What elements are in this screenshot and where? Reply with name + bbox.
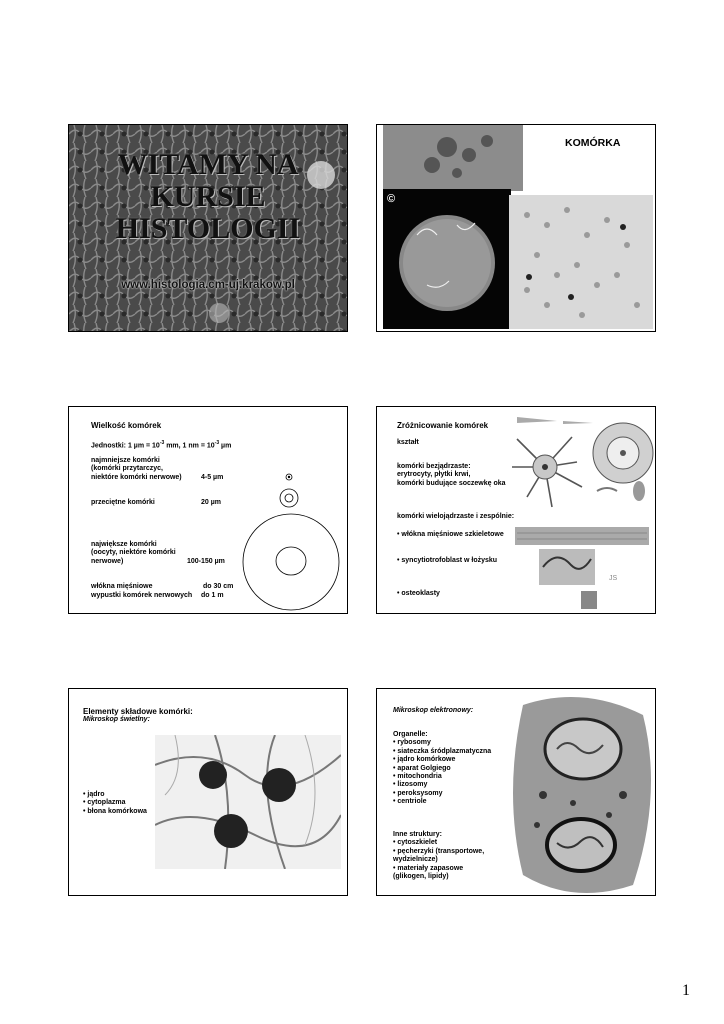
syncytiotrophoblast-image (539, 549, 595, 585)
nucleus-lower (547, 819, 615, 871)
organelles-list: Organelle: • rybosomy • siateczka śródplazmatyczna • jądro komórkowe • aparat Golgiego • mitochondria • lizosomy • peroksysomy • centriole (393, 731, 492, 806)
osteoclast-image (581, 591, 597, 609)
page-number: 1 (682, 982, 690, 999)
slide-title: KOMÓRKA (565, 137, 621, 149)
axon-value: do 1 m (201, 592, 224, 599)
oocyte-drawing (593, 423, 653, 483)
light-microscope-subtitle: Mikroskop świetlny: (83, 716, 150, 723)
copyright-mark: © (387, 193, 396, 205)
large-cell-nucleus (276, 547, 306, 575)
multinuclear-label: komórki wielojądrzaste i zespólnie: (397, 513, 515, 520)
slide-cell-components (68, 688, 348, 896)
units-line: Jednostki: 1 $\mu m = 10^{-3}$ mm, 1 nm = $10^{-3}$ µm (91, 440, 232, 450)
muscle-fiber-label: włókna mięśniowe (91, 583, 153, 590)
slide-cell-size (68, 406, 348, 614)
shape-label: kształt (397, 439, 419, 446)
osteoclast-item: • osteoklasty (397, 590, 440, 597)
other-structures-list: Inne struktury: • cytoszkielet • pęcherzyki (transportowe, wydzielnicze) • materiały zapasowe (glikogen, lipidy) (393, 831, 485, 881)
slide-welcome (68, 124, 348, 332)
average-cells-label: przeciętne komórki (91, 499, 155, 506)
nucleus-3 (214, 814, 248, 848)
large-cell-circle (243, 514, 339, 610)
smallest-cells-value: 4-5 µm (201, 474, 224, 481)
welcome-title: WITAMY NA KURSIE HISTOLOGII (115, 148, 301, 245)
slide-title: Elementy składowe komórki: (83, 707, 193, 716)
nucleus-upper (545, 719, 621, 779)
electron-micrograph-image (513, 695, 653, 895)
electron-microscope-subtitle: Mikroskop elektronowy: (393, 707, 474, 714)
light-microscope-image (155, 735, 341, 869)
largest-cells-value: 100-150 µm (187, 558, 225, 565)
small-cell-nucleus (288, 476, 290, 478)
axon-label: wypustki komórek nerwowych (91, 592, 193, 599)
slide-title: Wielkość komórek (91, 421, 162, 430)
components-list: • jądro • cytoplazma • błona komórkowa (83, 791, 147, 815)
slide-title: Zróżnicowanie komórek (397, 421, 489, 430)
website-url[interactable]: www.histologia.cm-uj.krakow.pl (121, 279, 295, 291)
muscle-fiber-image (515, 527, 649, 545)
neuron-drawing (512, 437, 582, 507)
slide-electron-microscope (376, 688, 656, 896)
slide-cell-diversity (376, 406, 656, 614)
nucleus-2 (262, 768, 296, 802)
cell-photo-collage (377, 125, 656, 332)
js-label: JS (609, 575, 618, 582)
nucleus-1 (199, 761, 227, 789)
muscle-fiber-value: do 30 cm (203, 583, 234, 590)
average-cells-value: 20 µm (201, 499, 221, 506)
skeletal-muscle-item: • włókna mięśniowe szkieletowe (397, 531, 504, 538)
anuclear-cells-label: komórki bezjądrzaste: erytrocyty, płytki krwi, komórki budujące soczewkę oka (397, 463, 506, 487)
largest-cells-label: największe komórki (oocyty, niektóre komórki nerwowe) (91, 541, 176, 565)
average-cell-nucleus (285, 494, 293, 502)
average-cell-circle (280, 489, 298, 507)
syncytiotrophoblast-item: • syncytiotrofoblast w łożysku (397, 557, 498, 564)
small-cell-circle (286, 474, 292, 480)
smallest-cells-label: najmniejsze komórki (komórki przytarczyc, niektóre komórki nerwowe) (91, 457, 182, 481)
slide-cell (376, 124, 656, 332)
